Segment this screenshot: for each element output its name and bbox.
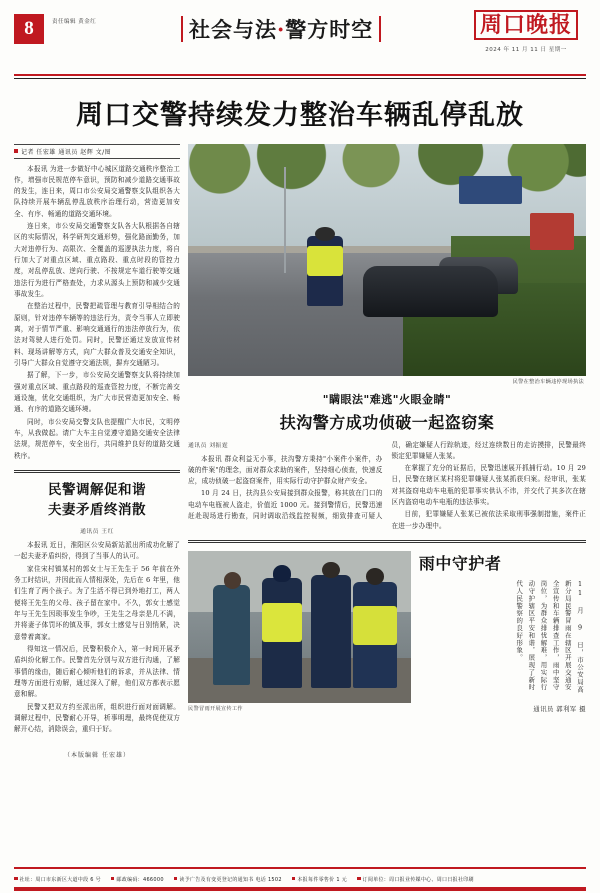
mid-story-kicker: "瞒眼法"难逃"火眼金睛" — [322, 392, 452, 406]
lead-para: 本报讯 为进一步做好中心城区道路交通秩序整治工作，增强市民规范停车意识，预防和减少道路交通事故的发生，连日来，周口市公安局交通警察支队组织各大队持续开展车辆乱停乱放秩序治理行动，营造更加安全、有序、畅通的道路交通环境。 — [14, 164, 180, 218]
masthead-rule-red — [14, 74, 586, 76]
mid-story-title: 扶沟警方成功侦破一起盗窃案 — [279, 412, 495, 432]
divider-bar-left — [181, 16, 183, 42]
mid-para: 10 月 24 日，扶沟县公安局接到群众报警，称其放在门口的电动车电瓶被人盗走，价值近 1000 元。接到警情后，民警迅速赶赴现场进行勘查，同时调取沿线监控视频，细致排查可疑人员，确定嫌疑人行踪轨迹，经过连续数日的走访摸排，民警最终锁定犯罪嫌疑人张某。 — [188, 440, 586, 521]
masthead — [0, 0, 600, 72]
section-title: 社会与法·警方时空 — [188, 17, 374, 42]
rain-story-title: 雨中守护者 — [418, 554, 502, 574]
masthead-rule-thin — [14, 78, 586, 79]
bottom-photo — [188, 551, 411, 703]
mid-para: 本报讯 群众利益无小事，扶沟警方秉持"小案件小案件，办破的件案"的理念，面对群众求助的案件，坚持细心侦查，快速反应，成功侦破一起盗窃案件，用实际行动守护群众财产安全。 — [188, 454, 383, 486]
footer-editor: 订阅单位：周口报业传媒中心、周口日报社印刷 — [357, 876, 474, 883]
lead-body — [14, 164, 180, 463]
mid-story-byline: 通讯员 刘振霆 — [188, 442, 229, 449]
left-story-byline: 通讯员 王红 — [80, 529, 114, 536]
mid-section-divider — [188, 540, 586, 543]
left-para: 民警又把双方约至派出所，组织进行面对面调解。调解过程中，民警耐心开导，析事明理，最终促使双方解开心结，消除误会，重归于好。 — [14, 702, 180, 734]
paper-brand — [466, 10, 586, 53]
left-para: 本报讯 近日，淮阳区公安局新站派出所成功化解了一起夫妻矛盾纠纷，得到了当事人的认可。 — [14, 541, 180, 561]
bottom-block — [188, 551, 586, 713]
page-title: 周口交警持续发力整治车辆乱停乱放 — [76, 99, 524, 131]
footer-price: 本报每件零售价 1 元 — [292, 876, 347, 883]
section-banner — [96, 14, 466, 44]
left-column — [14, 144, 180, 856]
section-divider — [14, 470, 180, 473]
rain-story-body: 11 月 9 日，市公安局高新分局民警冒雨在辖区开展交通安全宣传和车辆排查工作，雨中坚守岗位，为群众排忧解难，用实际行动守护辖区平安和谐，展现了新时代人民警察的良好形象。 — [515, 580, 584, 694]
page-number: 8 — [14, 14, 44, 44]
paper-name: 周口晚报 — [474, 10, 578, 40]
content-grid — [0, 144, 600, 856]
left-story-body — [14, 540, 180, 736]
right-column — [188, 144, 586, 856]
footer-ads: 读予广告及有变更登记的通知书 电话 1502 — [174, 876, 282, 883]
lead-photo-caption: 民警在整治车辆违停现场执法 — [512, 378, 584, 385]
edition-credit: （本版编辑 任宏雄） — [64, 751, 130, 759]
rain-story — [419, 551, 586, 713]
lead-photo — [188, 144, 586, 376]
footer-postcode: 邮政编码：466000 — [111, 876, 164, 883]
rain-story-byline: 通讯员 郭利军 摄 — [533, 706, 586, 714]
lead-para: 连日来，市公安局交通警察支队各大队根据各自辖区的实际情况，科学研判交通形势，强化路面勤务，加大对违停行为、高限次、全覆盖的巡逻执法力度，将自行加大了对重点区域、重点路段、重点时段的管控力度，对乱停乱放、逆向行驶、不按规定车道行驶等交通违法行为进行严格查处，力求从源头上预防和减少交通事故发生。 — [14, 222, 180, 299]
mid-para: 在掌握了充分的证据后，民警迅速展开抓捕行动。10 月 29 日，民警在辖区某村将犯罪嫌疑人张某抓获归案。经审讯，张某对其盗窃电动车电瓶的犯罪事实供认不讳，并交代了其多次在辖区内盗窃电动车电瓶的违法事实。 — [391, 464, 586, 507]
footer-bar — [14, 887, 586, 891]
left-story-title: 民警调解促和谐 夫妻矛盾终消散 — [48, 482, 146, 518]
left-para: 得知这一情况后，民警积极介入，第一时间开展矛盾纠纷化解工作。民警首先分别与双方进行沟通，了解事情的缘由，随后耐心倾听他们的诉求，并从法律、情理等方面进行劝解，通过深入了解，他们双方都表示愿意和解。 — [14, 645, 180, 699]
mid-para: 目前，犯罪嫌疑人张某已被依法采取刑事强制措施，案件正在进一步办理中。 — [391, 510, 586, 530]
divider-bar-right — [379, 16, 381, 42]
left-para: 家住宋村镇某村的郭女士与王先生于 56 年前在外务工时结识，并因此而人情相深处，先后在 6 年里，他们生育了两个孩子。为了生活不得已到外地打工，两人便将王先生的父母、孩子留在家中。不久，郭女士感觉年与王先生因琐事发生争吵，王先生之母亲是几不满，并将妻子体罚坏的镇及事，郭女士感觉与日别悄紧，决意带着离家。 — [14, 564, 180, 641]
mid-story-body — [188, 440, 586, 533]
lead-byline: 记者 任宏雄 通讯员 赵辉 文/图 — [14, 144, 180, 159]
bottom-photo-wrap — [188, 551, 411, 713]
lead-para: 在整治过程中，民警把疏管理与教育引导相结合的原则，针对违停车辆等的违法行为，责令当事人立即驶离，对于情节严重、影响交通通行的违法停放行为，依法对驾驶人进行处罚。同时，民警还通过发放宣传材料、现场讲解等方式，向广大群众普及交通安全知识，引导广大群众自觉遵守交通法规，摒弃交通陋习。 — [14, 302, 180, 368]
editor-credit: 责任编辑 黄金红 — [52, 19, 97, 25]
paper-date: 2024 年 11 月 11 日 星期一 — [485, 47, 567, 54]
bottom-photo-caption: 民警冒雨开展宣传工作 — [188, 706, 243, 713]
footer-address: 社址：周口市东新区大道中段 6 号 — [14, 876, 101, 883]
mid-story-columns — [188, 440, 586, 533]
lead-para: 同时，市公安局交警支队也提醒广大市民，文明停车，从我做起。请广大车主自觉遵守道路交通安全法律法规，规范停车，安全出行，共同维护良好的道路交通秩序。 — [14, 417, 180, 460]
lead-para: 据了解，下一步，市公安局交通警察支队将持续加强对重点区域、重点路段的巡查管控力度，不断完善交通设施，优化交通组织，为广大市民营造更加安全、畅通、有序的道路交通环境。 — [14, 371, 180, 414]
